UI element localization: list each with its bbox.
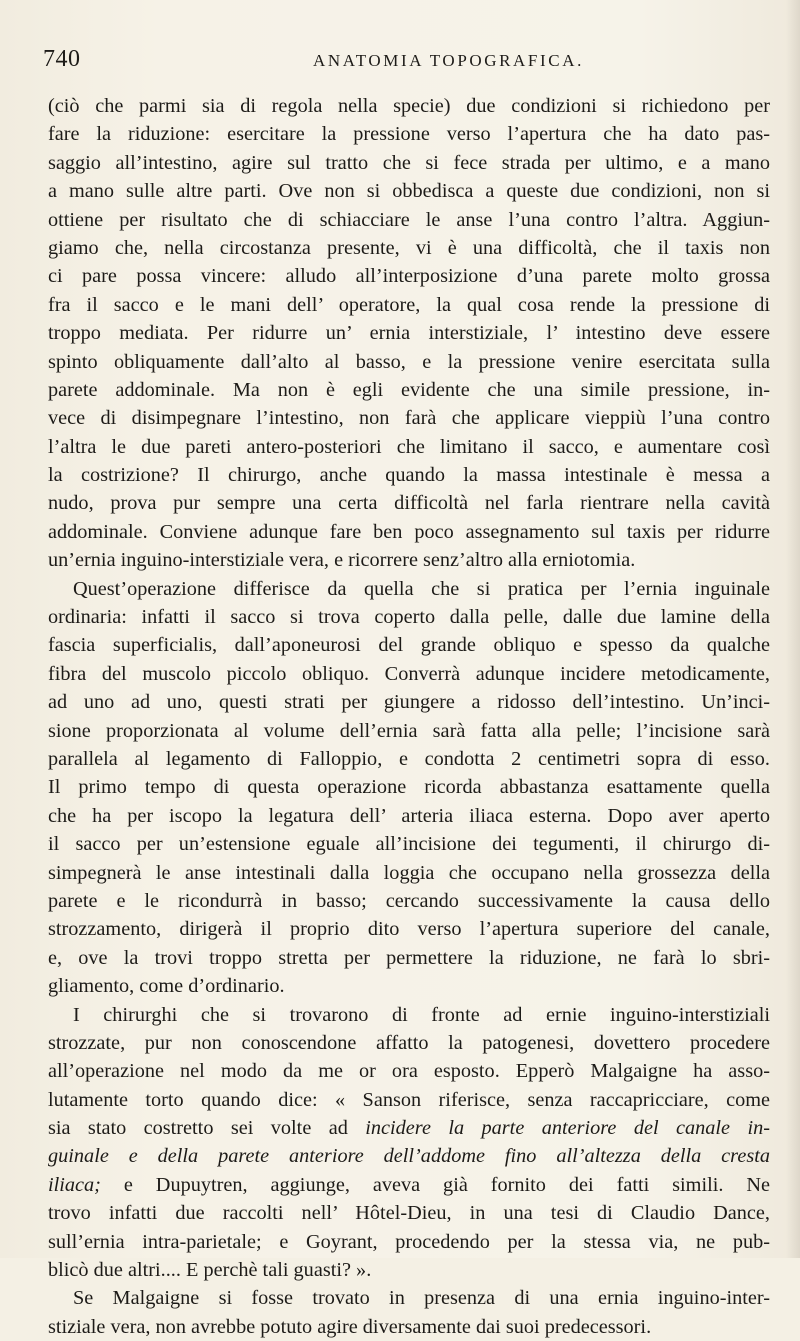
- text-line: e, ove la trovi troppo stretta per permettere la riduzione, ne farà lo sbri-: [48, 946, 770, 969]
- text-line-mixed: [48, 1114, 770, 1142]
- text-line: Se Malgaigne si fosse trovato in presenza di una ernia inguino-inter-: [73, 1287, 770, 1310]
- text-line: un’ernia inguino-interstiziale vera, e ricorrere senz’altro alla erniotomia.: [48, 549, 636, 572]
- text-line: la costrizione? Il chirurgo, anche quando la massa intestinale è messa a: [48, 464, 770, 487]
- text-line: il sacco per un’estensione eguale all’incisione dei tegumenti, il chirurgo di-: [48, 833, 770, 856]
- text-line: giamo che, nella circostanza presente, vi è una difficoltà, che il taxis non: [48, 236, 770, 259]
- text-line: I chirurghi che si trovarono di fronte ad ernie inguino-interstiziali: [73, 1003, 770, 1026]
- page-header: [43, 46, 770, 78]
- text-line-mixed: [48, 1142, 770, 1170]
- text-line: stiziale vera, non avrebbe potuto agire diversamente dai suoi predecessori.: [48, 1315, 652, 1338]
- text-line: (ciò che parmi sia di regola nella specie) due condizioni si richiedono per: [48, 95, 770, 117]
- text-line: strozzate, pur non conoscendone affatto la patogenesi, dovettero procedere: [48, 1031, 770, 1054]
- text-line: fibra del muscolo piccolo obliquo. Converrà adunque incidere metodicamente,: [48, 662, 770, 685]
- text-line: lutamente torto quando dice: « Sanson riferisce, senza raccapricciare, come: [48, 1088, 770, 1111]
- text-line: parallela al legamento di Falloppio, e condotta 2 centimetri sopra di esso.: [48, 747, 770, 770]
- text-line: fare la riduzione: esercitare la pressione verso l’apertura che ha dato pas-: [48, 123, 770, 146]
- text-line-mixed: [48, 1171, 770, 1199]
- paragraph-4: [48, 1284, 770, 1341]
- text-line: simpegnerà le anse intestinali dalla loggia che occupano nella grossezza della: [48, 861, 770, 884]
- text-line: fra il sacco e le mani dell’ operatore, la qual cosa rende la pressione di: [48, 293, 770, 316]
- text-line: parete addominale. Ma non è egli evidente che una simile pressione, in-: [48, 378, 770, 401]
- text-line: gliamento, come d’ordinario.: [48, 975, 285, 998]
- text-line: parete e le ricondurrà in basso; cercando successivamente la causa dello: [48, 889, 770, 912]
- text-line: l’altra le due pareti antero-posteriori che limitano il sacco, e aumentare così: [48, 435, 770, 458]
- text-line: troppo mediata. Per ridurre un’ ernia interstiziale, l’ intestino deve essere: [48, 322, 770, 345]
- text-line: vece di disimpegnare l’intestino, non farà che applicare vieppiù l’una contro: [48, 407, 770, 430]
- text-line: all’operazione nel modo da me or ora esposto. Epperò Malgaigne ha asso-: [48, 1060, 770, 1083]
- page-edge-shadow: [786, 0, 800, 1258]
- text-line: a mano sulle altre parti. Ove non si obbedisca a queste due condizioni, non si: [48, 180, 770, 203]
- page-number: 740: [43, 46, 81, 72]
- text-line: blicò due altri.... E perchè tali guasti? ».: [48, 1259, 372, 1282]
- italic-quote-segment: guinale e della parete anteriore dell’addome fino all’altezza della cresta: [48, 1145, 770, 1168]
- italic-quote-segment: incidere la parte anteriore del canale in-: [365, 1117, 770, 1140]
- text-segment: e Dupuytren, aggiunge, aveva già fornito dei fatti simili. Ne: [100, 1173, 770, 1196]
- text-line: saggio all’intestino, agire sul tratto che si fece strada per ultimo, e a mano: [48, 151, 770, 174]
- text-line: ci pare possa vincere: alludo all’interposizione d’una parete molto grossa: [48, 265, 770, 288]
- running-title: ANATOMIA TOPOGRAFICA.: [313, 51, 584, 70]
- text-line: fascia superficialis, dall’aponeurosi del grande obliquo e spesso da qualche: [48, 634, 770, 657]
- text-line: nudo, prova pur sempre una certa difficoltà nel farla rientrare nella cavità: [48, 492, 770, 515]
- text-line: che ha per iscopo la legatura dell’ arteria iliaca esterna. Dopo aver aperto: [48, 804, 770, 827]
- paragraph-2: [48, 575, 770, 1001]
- text-segment: sia stato costretto sei volte ad: [48, 1117, 366, 1140]
- text-line: spinto obliquamente dall’alto al basso, e la pressione venire esercitata sulla: [48, 350, 770, 373]
- text-line: sull’ernia intra-parietale; e Goyrant, procedendo per la stessa via, ne pub-: [48, 1230, 770, 1253]
- italic-quote-segment: iliaca;: [48, 1173, 101, 1196]
- text-line: ordinaria: infatti il sacco si trova coperto dalla pelle, dalle due lamine della: [48, 606, 770, 629]
- text-line: ad uno ad uno, questi strati per giungere a ridosso dell’intestino. Un’inci-: [48, 691, 770, 714]
- text-line: sione proporzionata al volume dell’ernia sarà fatta alla pelle; l’incisione sarà: [48, 719, 770, 742]
- text-line: Il primo tempo di questa operazione ricorda abbastanza esattamente quella: [48, 776, 770, 799]
- text-line: addominale. Conviene adunque fare ben poco assegnamento sul taxis per ridurre: [48, 520, 770, 543]
- body-text: [48, 92, 770, 1341]
- text-line: Quest’operazione differisce da quella che si pratica per l’ernia inguinale: [73, 577, 770, 600]
- text-line: ottiene per risultato che di schiacciare le anse l’una contro l’altra. Aggiun-: [48, 208, 770, 231]
- text-line: trovo infatti due raccolti nell’ Hôtel-Dieu, in una tesi di Claudio Dance,: [48, 1202, 770, 1225]
- paragraph-3: [48, 1001, 770, 1285]
- paragraph-1: [48, 92, 770, 575]
- text-line: strozzamento, dirigerà il proprio dito verso l’apertura superiore del canale,: [48, 918, 770, 941]
